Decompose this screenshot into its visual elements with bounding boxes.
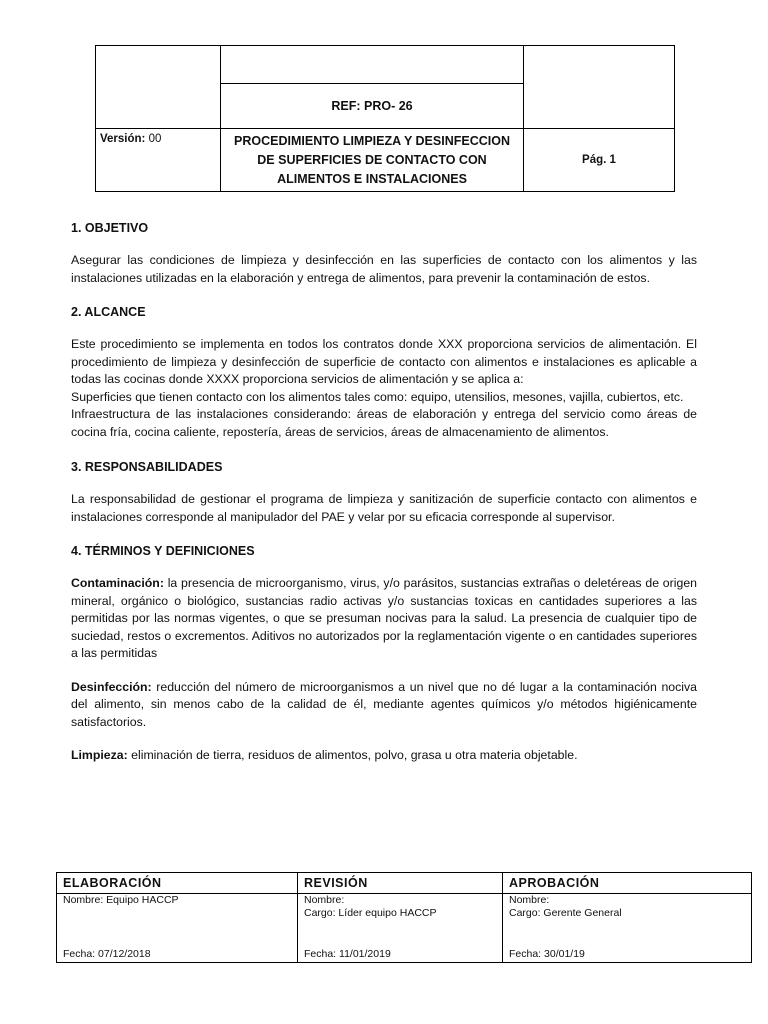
definition-term: Contaminación: — [71, 576, 164, 590]
alcance-paragraph: Este procedimiento se implementa en todos los contratos donde XXX proporciona servicios de alimentación. El procedimiento de limpieza y desinfección de superficie de contacto con alimentos e instalaciones es aplicable a todas las cocinas donde XXXX proporciona servicios de alimentación y se aplica a: — [71, 337, 697, 386]
aprobacion-fecha: Fecha: 30/01/19 — [509, 948, 585, 960]
definition-text: la presencia de microorganismo, virus, y/o parásitos, sustancias extrañas o deletéreas de origen mineral, orgánico o biológico, sustancias radio activas y/o sustancias toxicas en cantidades superiores a las permitidas por las normas vigentes, o que se presuman nocivas para la salud. La presencia de cualquier tipo de suciedad, restos o excrementos. Aditivos no autorizados por la reglamentación vigente o en cantidades superiores a las permitidas — [71, 576, 697, 660]
version-label: Versión: — [100, 133, 146, 145]
revision-nombre: Nombre: — [304, 894, 345, 906]
responsabilidades-paragraph: La responsabilidad de gestionar el programa de limpieza y sanitización de superficie contacto con alimentos e instalaciones corresponde al manipulador del PAE y velar por su eficacia corresponde al supervisor. — [71, 492, 697, 524]
section-title-alcance: 2. ALCANCE — [71, 305, 146, 319]
procedure-title-line: ALIMENTOS E INSTALACIONES — [277, 171, 467, 186]
revision-heading: REVISIÓN — [298, 873, 503, 894]
version-value: 00 — [148, 133, 162, 145]
elaboracion-heading: ELABORACIÓN — [57, 873, 298, 894]
version-cell — [96, 129, 221, 192]
definition-contaminacion — [71, 575, 697, 663]
definition-text: reducción del número de microorganismos a un nivel que no dé lugar a la contaminación nociva del alimento, sin menos cabo de la calidad de él, mediante agentes químicos y/o métodos higiénicamente satisfactorios. — [71, 679, 697, 729]
definition-term: Limpieza: — [71, 748, 128, 762]
aprobacion-nombre: Nombre: — [509, 894, 550, 906]
procedure-title-line: PROCEDIMIENTO LIMPIEZA Y DESINFECCION — [234, 133, 510, 148]
elaboracion-cell — [57, 894, 298, 963]
objetivo-paragraph: Asegurar las condiciones de limpieza y desinfección en las superficies de contacto con los alimentos y las instalaciones utilizadas en la elaboración y entrega de alimentos, para prevenir la contaminación de estos. — [71, 253, 697, 285]
document-body — [71, 219, 697, 765]
definition-desinfeccion — [71, 679, 697, 732]
alcance-superficies-paragraph: Superficies que tienen contacto con los alimentos tales como: equipo, utensilios, mesones, vajilla, cubiertos, etc. — [71, 389, 684, 404]
definition-limpieza — [71, 747, 697, 765]
section-title-objetivo: 1. OBJETIVO — [71, 221, 149, 235]
procedure-title-line: DE SUPERFICIES DE CONTACTO CON — [257, 152, 487, 167]
aprobacion-cargo: Cargo: Gerente General — [509, 907, 622, 919]
section-title-terminos: 4. TÉRMINOS Y DEFINICIONES — [71, 544, 255, 558]
elaboracion-fecha: Fecha: 07/12/2018 — [63, 948, 151, 960]
alcance-infraestructura-paragraph: Infraestructura de las instalaciones considerando: áreas de elaboración y entrega del servicio como áreas de cocina fría, cocina caliente, repostería, áreas de servicios, áreas de almacenamiento de alimentos. — [71, 407, 697, 439]
definition-text: eliminación de tierra, residuos de alimentos, polvo, grasa u otra materia objetable. — [127, 748, 578, 762]
revision-fecha: Fecha: 11/01/2019 — [304, 948, 391, 960]
header-blank-cell — [221, 46, 524, 84]
revision-cargo: Cargo: Líder equipo HACCP — [304, 907, 437, 919]
document-header-table — [95, 45, 675, 192]
approval-table — [56, 872, 752, 963]
reference-code: REF: PRO- 26 — [221, 84, 524, 129]
aprobacion-cell — [503, 894, 752, 963]
procedure-title — [221, 129, 524, 192]
page-number: Pág. 1 — [524, 129, 675, 192]
definition-term: Desinfección: — [71, 679, 152, 694]
elaboracion-nombre: Nombre: Equipo HACCP — [63, 894, 179, 906]
logo-cell — [96, 46, 221, 129]
section-title-responsabilidades: 3. RESPONSABILIDADES — [71, 460, 223, 474]
revision-cell — [298, 894, 503, 963]
aprobacion-heading: APROBACIÓN — [503, 873, 752, 894]
header-right-cell — [524, 46, 675, 129]
